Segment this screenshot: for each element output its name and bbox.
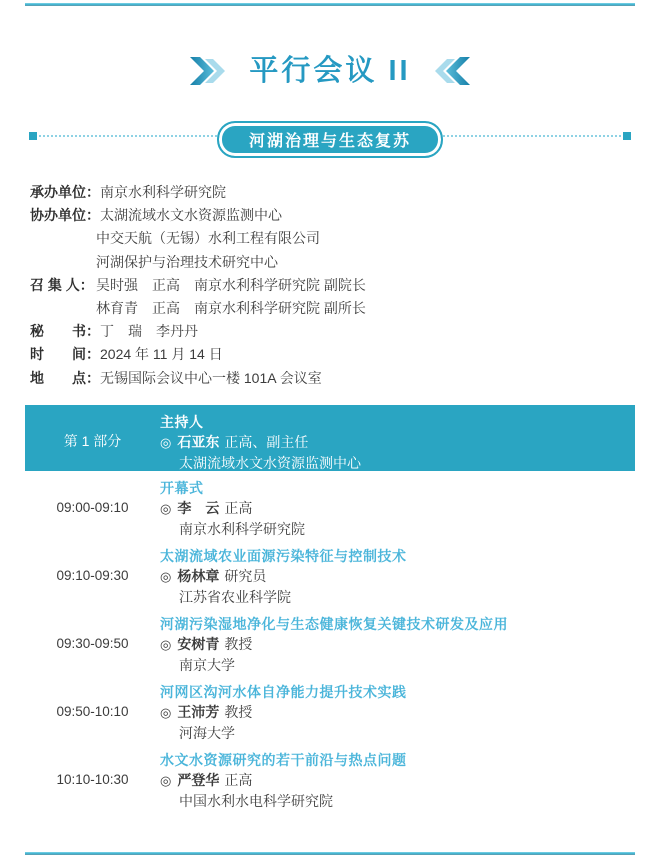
- schedule-row: [25, 471, 635, 539]
- topic-badge: 河湖治理与生态复苏: [217, 121, 443, 158]
- info-value: 吴时强 正高 南京水利科学研究院 副院长: [96, 276, 366, 293]
- talk-cell: [160, 478, 635, 539]
- schedule-table: [25, 405, 635, 811]
- host-line: [160, 432, 635, 453]
- host-organization: 太湖流域水文水资源监测中心: [179, 455, 361, 471]
- info-line-coorganizer-2: [30, 227, 640, 250]
- info-value: 中交天航（无锡）水利工程有限公司: [96, 230, 320, 247]
- speaker-title: 正高: [224, 772, 253, 788]
- info-value: 无锡国际会议中心一楼 101A 会议室: [100, 369, 322, 386]
- info-label: 召 集 人：: [30, 276, 94, 293]
- speaker-line: [160, 634, 635, 655]
- time-slot: 10:10-10:30: [56, 772, 129, 787]
- time-slot: 09:10-09:30: [56, 568, 129, 583]
- talk-title: 太湖流域农业面源污染特征与控制技术: [160, 548, 407, 564]
- schedule-section-header-row: [25, 405, 635, 471]
- schedule-row: [25, 607, 635, 675]
- speaker-title: 教授: [224, 636, 253, 652]
- talk-cell: [160, 682, 635, 743]
- time-slot: 09:30-09:50: [56, 636, 129, 651]
- bullseye-icon: ◎: [160, 705, 172, 720]
- schedule-row: [25, 539, 635, 607]
- host-name: 石亚东: [177, 434, 220, 450]
- divider-end-square-right: [623, 132, 631, 140]
- speaker-name: 安树青: [177, 636, 220, 652]
- schedule-row: [25, 675, 635, 743]
- speaker-organization: 江苏省农业科学院: [179, 589, 291, 605]
- host-title: 正高、副主任: [224, 434, 309, 450]
- schedule-row: [25, 743, 635, 811]
- info-label: [30, 227, 96, 250]
- section-host-cell: [160, 412, 635, 471]
- talk-title: 开幕式: [160, 480, 204, 496]
- info-line-secretary: [30, 320, 640, 343]
- talk-title: 河湖污染湿地净化与生态健康恢复关键技术研发及应用: [160, 616, 508, 632]
- bullseye-icon: ◎: [160, 501, 172, 516]
- speaker-name: 李 云: [177, 500, 220, 516]
- bullseye-icon: ◎: [160, 435, 172, 450]
- page-title: 平行会议 II: [249, 55, 411, 87]
- session-info-block: [30, 181, 640, 390]
- top-section-divider: [25, 3, 635, 6]
- info-value: 2024 年 11 月 14 日: [100, 346, 223, 363]
- speaker-name: 严登华: [177, 772, 220, 788]
- speaker-line: [160, 498, 635, 519]
- time-slot: 09:50-10:10: [56, 704, 129, 719]
- info-value: 林育青 正高 南京水利科学研究院 副所长: [96, 300, 366, 317]
- info-value: 南京水利科学研究院: [100, 184, 226, 200]
- info-label: 时 间：: [30, 346, 100, 363]
- bullseye-icon: ◎: [160, 637, 172, 652]
- speaker-organization: 南京大学: [179, 657, 235, 673]
- info-line-organizer: [30, 181, 640, 204]
- info-line-location: [30, 367, 640, 390]
- divider-end-square-left: [29, 132, 37, 140]
- speaker-name: 杨林章: [177, 568, 220, 584]
- talk-cell: [160, 750, 635, 811]
- info-value: 太湖流域水文水资源监测中心: [100, 207, 282, 224]
- speaker-line: [160, 702, 635, 723]
- talk-title: 水文水资源研究的若干前沿与热点问题: [160, 752, 407, 768]
- speaker-title: 教授: [224, 704, 253, 720]
- info-line-time: [30, 343, 640, 366]
- host-role-label: 主持人: [160, 414, 204, 430]
- bullseye-icon: ◎: [160, 773, 172, 788]
- info-label: 承办单位：: [30, 184, 100, 200]
- info-label: [30, 251, 96, 274]
- info-line-convener-2: [30, 297, 640, 320]
- speaker-name: 王沛芳: [177, 704, 220, 720]
- talk-cell: [160, 546, 635, 607]
- speaker-title: 研究员: [224, 568, 267, 584]
- session-title-row: [0, 54, 660, 88]
- talk-cell: [160, 614, 635, 675]
- info-line-coorganizer-3: [30, 251, 640, 274]
- double-chevron-right-icon: [189, 56, 229, 86]
- speaker-organization: 南京水利科学研究院: [179, 521, 305, 537]
- bottom-section-divider: [25, 852, 635, 855]
- speaker-line: [160, 566, 635, 587]
- speaker-line: [160, 770, 635, 791]
- speaker-organization: 中国水利水电科学研究院: [179, 793, 333, 809]
- double-chevron-left-icon: [431, 56, 471, 86]
- info-label: 秘 书：: [30, 323, 100, 340]
- talk-title: 河网区沟河水体自净能力提升技术实践: [160, 684, 407, 700]
- time-slot: 09:00-09:10: [56, 500, 129, 515]
- info-value: 河湖保护与治理技术研究中心: [96, 253, 278, 270]
- info-line-convener: [30, 274, 640, 297]
- bullseye-icon: ◎: [160, 569, 172, 584]
- speaker-title: 正高: [224, 500, 253, 516]
- info-label: 地 点：: [30, 369, 100, 386]
- section-label: 第 1 部分: [63, 433, 122, 449]
- topic-banner-row: [25, 120, 635, 154]
- info-label: [30, 297, 96, 320]
- speaker-organization: 河海大学: [179, 725, 235, 741]
- info-line-coorganizer: [30, 204, 640, 227]
- info-label: 协办单位：: [30, 207, 100, 224]
- info-value: 丁 瑞 李丹丹: [100, 323, 198, 340]
